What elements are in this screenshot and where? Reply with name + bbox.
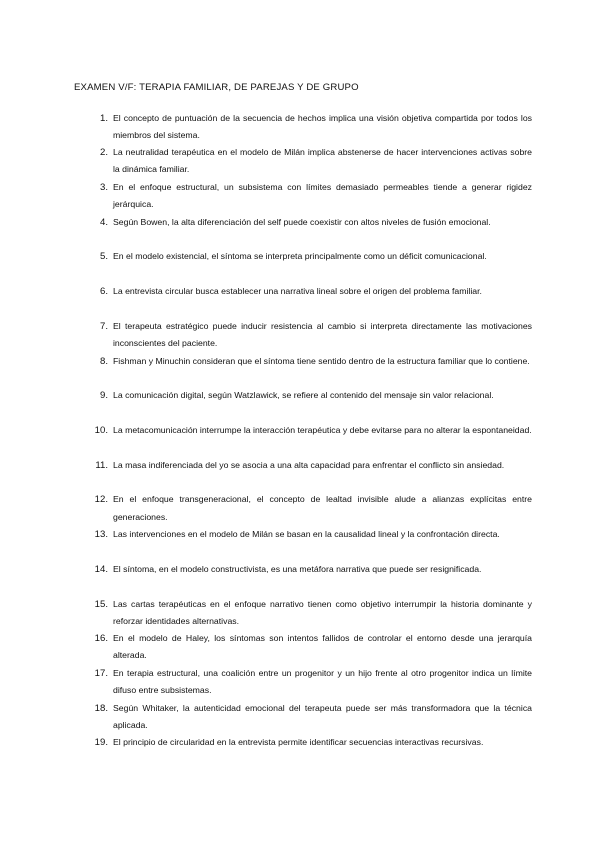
question-item [86,561,532,596]
question-item [86,283,532,318]
question-number: 9. [99,390,108,402]
question-number: 15. [94,598,108,610]
question-number: 6. [99,286,108,298]
question-text: El síntoma, en el modelo constructivista, es una metáfora narrativa que puede ser resignificada. [113,563,482,574]
question-text: La masa indiferenciada del yo se asocia a una alta capacidad para enfrentar el conflicto sin ansiedad. [113,459,505,470]
question-item [86,422,532,457]
question-item [86,214,532,249]
question-text: La comunicación digital, según Watzlawick, se refiere al contenido del mensaje sin valor relacional. [113,390,494,401]
question-item [86,179,532,214]
question-text: En terapia estructural, una coalición entre un progenitor y un hijo frente al otro progenitor indica un límite difuso entre subsistemas. [113,668,532,696]
question-number: 14. [94,563,108,575]
question-item [86,665,532,700]
question-item [86,353,532,388]
question-text: La neutralidad terapéutica en el modelo de Milán implica abstenerse de hacer intervenciones activas sobre la dinámica familiar. [113,147,532,175]
question-number: 1. [99,112,108,124]
question-text: En el modelo existencial, el síntoma se interpreta principalmente como un déficit comunicacional. [113,251,487,262]
question-number: 2. [99,147,108,159]
question-item [86,526,532,561]
question-text: En el enfoque transgeneracional, el concepto de lealtad invisible alude a alianzas explícitas entre generaciones. [113,494,532,522]
question-number: 3. [99,181,108,193]
question-item [86,387,532,422]
question-number: 12. [94,494,108,506]
question-item [86,700,532,735]
question-number: 16. [94,633,108,645]
question-text: Según Whitaker, la autenticidad emocional del terapeuta puede ser más transformadora que la técnica aplicada. [113,702,532,730]
question-item [86,248,532,283]
question-number: 5. [99,251,108,263]
question-item [86,596,532,631]
question-item [86,734,532,769]
question-text: Fishman y Minuchin consideran que el síntoma tiene sentido dentro de la estructura familiar que lo contiene. [113,355,530,366]
question-text: El terapeuta estratégico puede inducir resistencia al cambio si interpreta directamente las motivaciones inconscientes del paciente. [113,320,532,349]
question-text: En el modelo de Haley, los síntomas son intentos fallidos de controlar el entorno desde una jerarquía alterada. [113,633,532,661]
question-item [86,110,532,145]
question-text: El concepto de puntuación de la secuencia de hechos implica una visión objetiva compartida por todos los miembros del sistema. [113,112,532,140]
question-item [86,318,532,353]
question-text: El principio de circularidad en la entrevista permite identificar secuencias interactivas recursivas. [113,737,484,748]
question-list [86,110,532,770]
question-number: 4. [99,216,108,228]
question-number: 11. [95,459,108,471]
question-number: 8. [99,355,108,367]
question-text: La metacomunicación interrumpe la interacción terapéutica y debe evitarse para no alterar la espontaneidad. [113,424,532,435]
question-number: 18. [94,702,108,714]
question-number: 17. [94,668,108,679]
question-text: Las intervenciones en el modelo de Milán se basan en la causalidad lineal y la confrontación directa. [113,529,500,540]
question-item [86,457,532,492]
exam-title: EXAMEN V/F: TERAPIA FAMILIAR, DE PAREJAS Y DE GRUPO [74,82,359,93]
question-item [86,144,532,179]
question-item [86,630,532,665]
question-number: 19. [94,737,108,749]
question-text: La entrevista circular busca establecer una narrativa lineal sobre el origen del problema familiar. [113,286,482,297]
question-text: Según Bowen, la alta diferenciación del self puede coexistir con altos niveles de fusión emocional. [113,216,491,227]
question-number: 10. [94,424,108,436]
question-text: En el enfoque estructural, un subsistema con límites demasiado permeables tiende a generar rigidez jerárquica. [113,181,532,210]
question-text: Las cartas terapéuticas en el enfoque narrativo tienen como objetivo interrumpir la historia dominante y reforzar identidades alternativas. [113,598,532,626]
question-item [86,491,532,526]
question-number: 13. [94,529,108,541]
question-number: 7. [99,320,108,332]
